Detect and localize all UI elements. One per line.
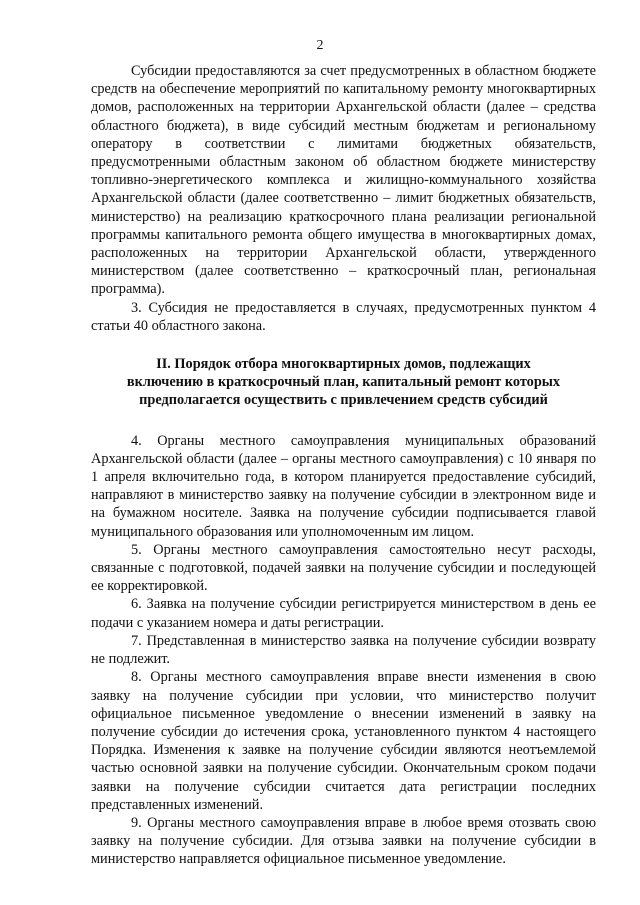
page-number: 2 — [316, 38, 324, 53]
paragraph-3: 3. Субсидия не предоставляется в случаях, предусмотренных пунктом 4 статьи 40 областного закона. — [91, 299, 596, 334]
section-heading-line-2: включению в краткосрочный план, капитальный ремонт которых — [126, 374, 561, 391]
paragraph-7: 7. Представленная в министерство заявка на получение субсидии возврату не подлежит. — [91, 632, 596, 668]
paragraph-6: 6. Заявка на получение субсидии регистрируется министерством в день ее подачи с указанием номера и даты регистрации. — [91, 596, 596, 631]
paragraph-9: 9. Органы местного самоуправления вправе в любое время отозвать свою заявку на получение субсидии. Для отзыва заявки на получение субсидии в министерство направляется официальное письменное уведомление. — [91, 814, 596, 868]
paragraph-8: 8. Органы местного самоуправления вправе внести изменения в свою заявку на получение субсидии при условии, что министерство получит официальное письменное уведомление о внесении изменений в заявку на получение субсидии до истечения срока, установленного пунктом 4 настоящего Порядка. Изменения к заявке на получение субсидии являются неотъемлемой частью основной заявки на получение субсидии. Окончательным сроком подачи заявки на получение субсидии считается дата регистрации последних представленных изменений. — [91, 669, 596, 813]
paragraph-4: 4. Органы местного самоуправления муниципальных образований Архангельской области (далее – органы местного самоуправления) с 10 января по 1 апреля включительно года, в котором планируется предоставление субсидий, направляют в министерство заявку на получение субсидии в электронном виде и на бумажном носителе. Заявка на получение субсидии подписывается главой муниципального образования или уполномоченным им лицом. — [91, 432, 596, 540]
paragraph-subsidy-sources: Субсидии предоставляются за счет предусмотренных в областном бюджете средств на обеспечение мероприятий по капитальному ремонту многоквартирных домов, расположенных на территории Архангельской области (далее – средства областного бюджета), в виде субсидий местным бюджетам и региональному оператору в соответствии с лимитами бюджетных обязательств, предусмотренными областным законом об областном бюджете министерству топливно-энергетического комплекса и жилищно-коммунального хозяйства Архангельской области (далее соответственно – лимит бюджетных обязательств, министерство) на реализацию краткосрочного плана реализации региональной программы капитального ремонта общего имущества в многоквартирных домах, расположенных на территории Архангельской области, утвержденного министерством (далее соответственно – краткосрочный план, региональная программа). — [91, 63, 596, 298]
section-heading-line-3: предполагается осуществить с привлечением средств субсидий — [139, 392, 548, 409]
section-heading — [91, 355, 596, 410]
document-body — [91, 62, 596, 869]
paragraph-5: 5. Органы местного самоуправления самостоятельно несут расходы, связанные с подготовкой, подачей заявки на получение субсидии и последующей ее корректировкой. — [91, 541, 596, 595]
section-heading-line-1: II. Порядок отбора многоквартирных домов, подлежащих — [156, 356, 531, 373]
